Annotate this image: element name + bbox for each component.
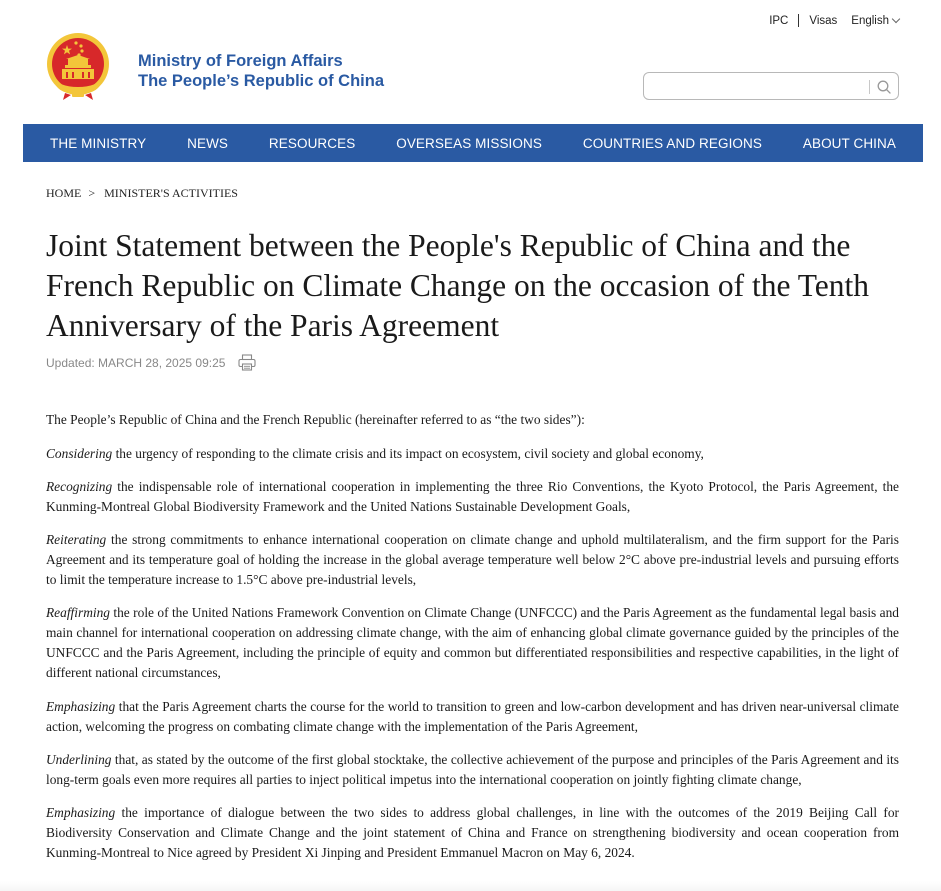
top-links	[769, 14, 899, 27]
paragraph-text: The People’s Republic of China and the French Republic (hereinafter referred to as “the two sides”):	[46, 412, 585, 427]
breadcrumb	[46, 186, 238, 201]
paragraph	[46, 603, 899, 683]
paragraph-lead: Considering	[46, 445, 113, 461]
nav-item-overseas-missions[interactable]: OVERSEAS MISSIONS	[396, 135, 542, 151]
paragraph	[46, 410, 899, 430]
site-title[interactable]	[138, 51, 384, 91]
paragraph	[46, 477, 899, 517]
breadcrumb-separator: >	[88, 186, 96, 200]
ipc-link[interactable]: IPC	[769, 14, 789, 27]
visas-link[interactable]: Visas	[809, 14, 838, 27]
divider	[798, 14, 799, 27]
search-icon[interactable]	[876, 79, 892, 95]
paragraph	[46, 750, 899, 790]
paragraph-lead: Emphasizing	[46, 805, 116, 821]
paragraph-lead: Recognizing	[46, 478, 113, 494]
paragraph-lead: Emphasizing	[46, 698, 116, 714]
paragraph-text: that, as stated by the outcome of the first global stocktake, the collective achievement of the purpose and principles of the Paris Agreement and its long-term goals even more requires all parties to inject political impetus into the international cooperation on jointly fighting climate change,	[46, 752, 899, 788]
bottom-fade	[0, 881, 941, 891]
article-body	[46, 410, 899, 877]
site-title-line1: Ministry of Foreign Affairs	[138, 52, 343, 70]
paragraph	[46, 697, 899, 737]
language-selector[interactable]	[851, 15, 899, 27]
search-input[interactable]	[652, 77, 864, 95]
nav-item-the-ministry[interactable]: THE MINISTRY	[50, 135, 147, 151]
paragraph-text: the role of the United Nations Framework Convention on Climate Change (UNFCCC) and the Paris Agreement as the fundamental legal basis and main channel for international cooperation on addressing climate change, with the aim of enhancing global climate governance guided by the principles of the UNFCCC and the Paris Agreement, including the principle of equity and common but differentiated responsibilities and respective capabilities, in the light of different national circumstances,	[46, 605, 899, 681]
national-emblem-icon[interactable]	[45, 31, 111, 101]
nav-item-resources[interactable]: RESOURCES	[268, 135, 356, 151]
search-divider	[869, 80, 870, 94]
nav-item-news[interactable]: NEWS	[187, 135, 229, 151]
paragraph	[46, 803, 899, 863]
paragraph-lead: Reaffirming	[46, 605, 110, 621]
language-label: English	[851, 14, 889, 27]
site-title-line2: The People’s Republic of China	[138, 72, 385, 90]
nav-item-about-china[interactable]: ABOUT CHINA	[802, 135, 896, 151]
print-icon[interactable]	[238, 354, 256, 371]
paragraph-text: the strong commitments to enhance international cooperation on climate change and uphold multilateralism, and the firm support for the Paris Agreement and its temperature goal of holding the increase in the global average temperature well below 2°C above pre-industrial levels and pursuing efforts to limit the temperature increase to 1.5°C above pre-industrial levels,	[46, 532, 899, 588]
article-meta	[46, 354, 256, 371]
article-title: Joint Statement between the People's Republic of China and the French Republic on Climate Change on the occasion of the Tenth Anniversary of the Paris Agreement	[46, 228, 870, 343]
nav-item-countries-and-regions[interactable]: COUNTRIES AND REGIONS	[582, 135, 762, 151]
paragraph-text: that the Paris Agreement charts the course for the world to transition to green and low-carbon development and has driven near-universal climate action, welcoming the progress on combating climate change with the implementation of the Paris Agreement,	[46, 698, 899, 734]
paragraph-lead: Underlining	[46, 752, 112, 768]
paragraph-text: the indispensable role of international cooperation in implementing the three Rio Conventions, the Kyoto Protocol, the Paris Agreement, the Kunming-Montreal Global Biodiversity Framework and the United Nations Sustainable Development Goals,	[46, 478, 899, 514]
search-box	[643, 72, 899, 100]
paragraph-lead: Reiterating	[46, 532, 107, 548]
chevron-down-icon	[892, 15, 900, 23]
paragraph	[46, 444, 899, 464]
breadcrumb-current[interactable]: MINISTER'S ACTIVITIES	[104, 186, 238, 200]
paragraph	[46, 530, 899, 590]
breadcrumb-home[interactable]: HOME	[46, 186, 82, 200]
paragraph-text: the importance of dialogue between the two sides to address global challenges, in line with the outcomes of the 2019 Beijing Call for Biodiversity Conservation and Climate Change and the joint statement of China and France on strengthening biodiversity and ocean cooperation from Kunming-Montreal to Nice agreed by President Xi Jinping and President Emmanuel Macron on May 6, 2024.	[46, 805, 899, 861]
paragraph-text: the urgency of responding to the climate crisis and its impact on ecosystem, civil society and global economy,	[112, 445, 704, 461]
main-nav	[23, 124, 923, 162]
updated-timestamp: Updated: MARCH 28, 2025 09:25	[46, 355, 226, 370]
